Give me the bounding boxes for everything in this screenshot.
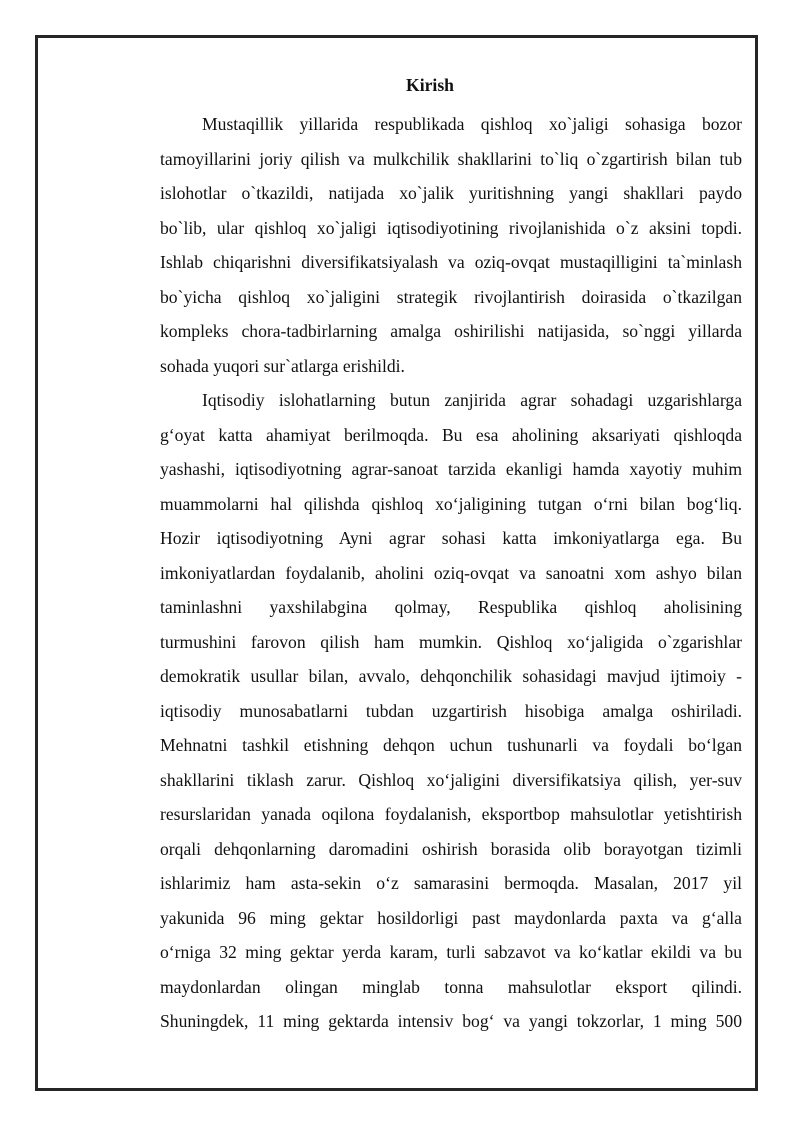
paragraph-1 bbox=[118, 107, 742, 383]
text-line: Iqtisodiy islohatlarning butun zanjirida agrar sohadagi uzgarishlarga bbox=[202, 390, 742, 410]
paragraph-2 bbox=[118, 383, 742, 1039]
text-line: Ishlab chiqarishni diversifikatsiyalash va oziq-ovqat mustaqilligini ta`minlash bbox=[160, 252, 742, 272]
text-line: orqali dehqonlarning daromadini oshirish borasida olib borayotgan tizimli bbox=[160, 838, 742, 859]
text-line: kompleks chora-tadbirlarning amalga oshirilishi natijasida, so`nggi yillarda bbox=[160, 321, 742, 341]
text-line: o‘rniga 32 ming gektar yerda karam, turli sabzavot va ko‘katlar ekildi va bu bbox=[160, 942, 742, 962]
text-line: yashashi, iqtisodiyotning agrar-sanoat tarzida ekanligi hamda xayotiy muhim bbox=[160, 459, 742, 479]
text-line: bo`yicha qishloq xo`jaligini strategik rivojlantirish doirasida o`tkazilgan bbox=[160, 286, 742, 307]
text-line: ishlarimiz ham asta-sekin o‘z samarasini bermoqda. Masalan, 2017 yil bbox=[160, 873, 742, 893]
text-line: maydonlardan olingan minglab tonna mahsulotlar eksport qilindi. bbox=[160, 976, 742, 997]
text-line: Shuningdek, 11 ming gektarda intensiv bog‘ va yangi tokzorlar, 1 ming 500 bbox=[160, 1011, 742, 1031]
text-line: Hozir iqtisodiyotning Ayni agrar sohasi katta imkoniyatlarga ega. Bu bbox=[160, 528, 742, 548]
text-line: muammolarni hal qilishda qishloq xo‘jaligining tutgan o‘rni bilan bog‘liq. bbox=[160, 493, 742, 514]
text-line: iqtisodiy munosabatlarni tubdan uzgartirish hisobiga amalga oshiriladi. bbox=[160, 700, 742, 721]
text-line: bo`lib, ular qishloq xo`jaligi iqtisodiyotining rivojlanishida o`z aksini topdi. bbox=[160, 217, 742, 238]
text-line: imkoniyatlardan foydalanib, aholini oziq-ovqat va sanoatni xom ashyo bilan bbox=[160, 562, 742, 583]
text-line: demokratik usullar bilan, avvalo, dehqonchilik sohasidagi mavjud ijtimoiy - bbox=[160, 666, 742, 686]
document-body bbox=[118, 71, 742, 1039]
text-line: g‘oyat katta ahamiyat berilmoqda. Bu esa aholining aksariyati qishloqda bbox=[160, 424, 742, 445]
text-line: Mustaqillik yillarida respublikada qishloq xo`jaligi sohasiga bozor bbox=[202, 114, 742, 134]
text-line: resurslaridan yanada oqilona foydalanish, eksportbop mahsulotlar yetishtirish bbox=[160, 804, 742, 824]
text-line: sohada yuqori sur`atlarga erishildi. bbox=[160, 355, 405, 376]
document-title: Kirish bbox=[406, 75, 454, 95]
text-line: Mehnatni tashkil etishning dehqon uchun tushunarli va foydali bo‘lgan bbox=[160, 735, 742, 755]
text-line: taminlashni yaxshilabgina qolmay, Respublika qishloq aholisining bbox=[160, 597, 742, 617]
text-line: turmushini farovon qilish ham mumkin. Qishloq xo‘jaligida o`zgarishlar bbox=[160, 631, 742, 652]
text-line: shakllarini tiklash zarur. Qishloq xo‘jaligini diversifikatsiya qilish, yer-suv bbox=[160, 769, 742, 790]
text-line: yakunida 96 ming gektar hosildorligi past maydonlarda paxta va g‘alla bbox=[160, 907, 742, 928]
text-line: islohotlar o`tkazildi, natijada xo`jalik yuritishning yangi shakllari paydo bbox=[160, 183, 742, 203]
text-line: tamoyillarini joriy qilish va mulkchilik shakllarini to`liq o`zgartirish bilan tub bbox=[160, 148, 742, 169]
